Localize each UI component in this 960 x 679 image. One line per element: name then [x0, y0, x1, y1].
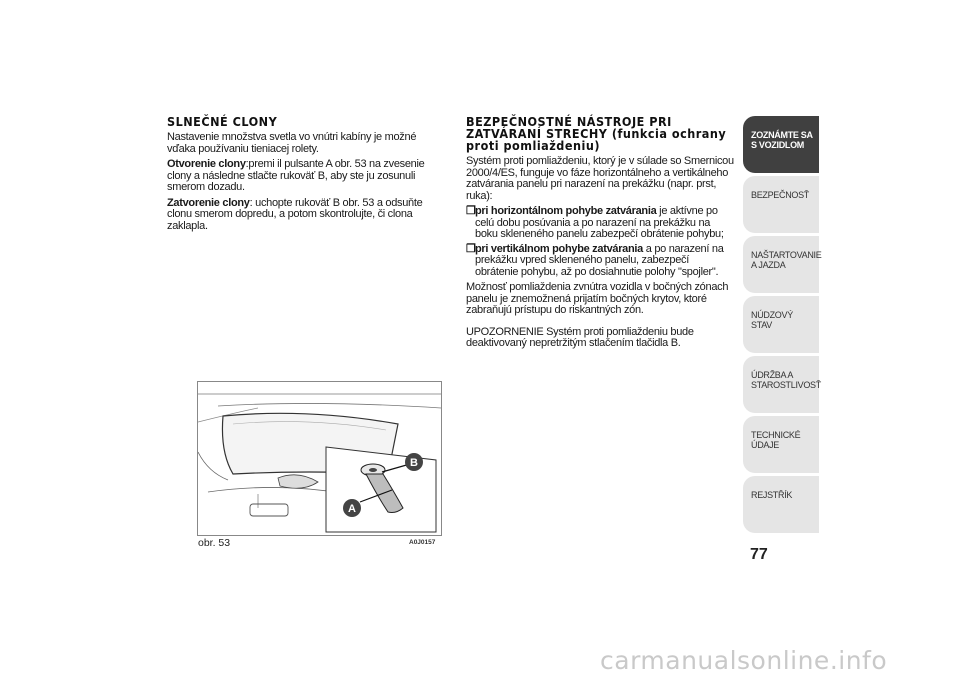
bullet-text: je aktívne po celú dobu posúvania a po narazení na prekážku na boku skleneného panelu zabezpečí obrátenie pohybu;	[475, 205, 724, 240]
bullet-square-icon: ❒	[466, 205, 476, 217]
tab-starting-driving[interactable]: NAŠTARTOVANIE A JAZDA	[743, 236, 819, 293]
tab-safety[interactable]: BEZPEČNOSŤ	[743, 176, 819, 233]
tab-maintenance[interactable]: ÚDRŽBA A STAROSTLIVOSŤ	[743, 356, 819, 413]
figure-caption: obr. 53	[198, 537, 231, 549]
bullet-label: pri vertikálnom pohybe zatvárania	[475, 242, 643, 255]
bullet-label: pri horizontálnom pohybe zatvárania	[475, 205, 657, 217]
page-number: 77	[750, 546, 768, 563]
sun-visor-figure	[197, 381, 442, 536]
anti-pinch-list	[466, 206, 734, 278]
tab-get-to-know-vehicle[interactable]: ZOZNÁMTE SA S VOZIDLOM	[743, 116, 819, 173]
sun-visor-heading: SLNEČNÉ CLONY	[167, 114, 278, 129]
tab-emergency[interactable]: NÚDZOVÝ STAV	[743, 296, 819, 353]
visor-open-label: Otvorenie clony	[167, 158, 246, 170]
sun-visor-illustration	[198, 382, 441, 535]
warning-note: UPOZORNENIE Systém proti pomliaždeniu bude deaktivovaný nepretržitým stlačením tlačidla B.	[466, 325, 694, 349]
visor-close-label: Zatvorenie clony	[167, 196, 250, 209]
bullet-text: a po narazení na prekážku vpred skleneného panelu, zabezpečí obrátenie pohybu, až po dosiahnutie polohy "spojler".	[475, 242, 724, 278]
chapter-tabs	[743, 116, 822, 536]
right-column	[466, 116, 734, 354]
callout-b-label: B	[410, 457, 418, 469]
watermark: carmanualsonline.info	[600, 646, 888, 675]
visor-open-text: :premi il pulsante A obr. 53 na zvesenie clony a následne stlačte rukoväť B, aby ste ju zosunuli smerom dozadu.	[167, 158, 425, 193]
tab-technical-data[interactable]: TECHNICKÉ ÚDAJE	[743, 416, 819, 473]
figure-code: A0J0157	[409, 539, 436, 546]
sun-visor-intro: Nastavenie množstva svetla vo vnútri kabíny je možné vďaka používaniu tieniacej rolety.	[167, 131, 417, 155]
anti-pinch-heading: BEZPEČNOSTNÉ NÁSTROJE PRI ZATVÁRANÍ STRECHY (funkcia ochrany proti pomliaždeniu)	[466, 114, 727, 153]
visor-close-text: : uchopte rukoväť B obr. 53 a odsuňte clonu smerom dopredu, a potom skontrolujte, či clona zaklapla.	[167, 196, 423, 232]
visor-close-paragraph	[167, 198, 439, 233]
left-column	[167, 116, 439, 236]
list-item	[466, 244, 734, 279]
list-item	[466, 206, 734, 241]
tab-index[interactable]: REJSTŘÍK	[743, 476, 819, 533]
anti-pinch-intro: Systém proti pomliaždeniu, ktorý je v súlade so Smernicou 2000/4/ES, funguje vo fáze horizontálneho a vertikálneho zatvárania panelu pri narazení na prekážku (napr. prst, ruka):	[466, 155, 734, 202]
callout-a-label: A	[348, 503, 356, 515]
visor-open-paragraph	[167, 159, 439, 194]
anti-pinch-paragraph: Možnosť pomliaždenia zvnútra vozidla v bočných zónach panelu je znemožnená prijatím bočných krytov, ktoré zabraňujú prístupu do riskantných zón.	[466, 281, 729, 316]
bullet-square-icon: ❒	[466, 242, 476, 255]
